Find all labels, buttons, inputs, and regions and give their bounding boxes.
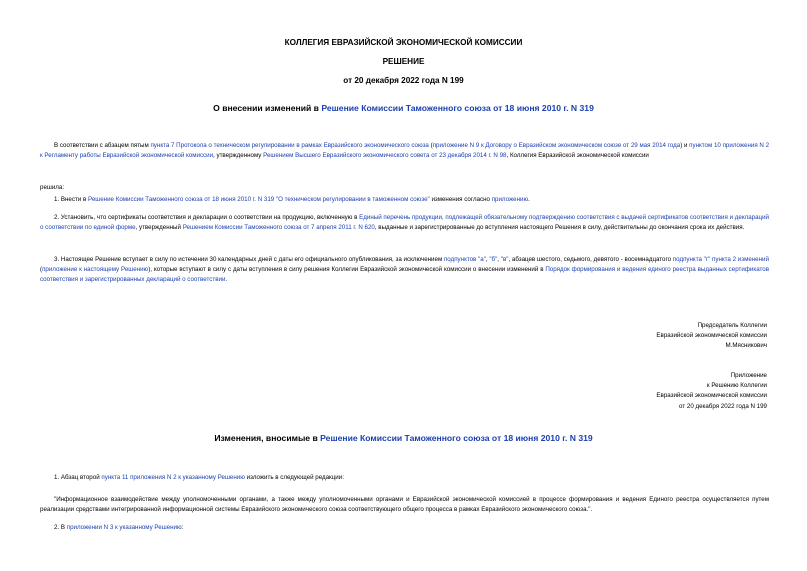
doc-title-prefix: О внесении изменений в — [213, 103, 322, 113]
link-annex3[interactable]: приложении N 3 к указанному Решению — [66, 524, 182, 531]
link-unified-list[interactable]: Единый перечень продукции, подлежащей обязательному подтверждению соответствия с выдачей сертификатов соответствия и деклараций о соответствии по единой форме — [40, 214, 769, 232]
link-subpoint-b[interactable]: "б" — [489, 256, 498, 263]
item3-text-3: , — [497, 256, 501, 263]
resolved-label: решила: — [40, 184, 65, 191]
item3-text-4: , абзацев шестого, седьмого, девятого - восемнадцатого — [508, 256, 673, 263]
link-subpoint-a[interactable]: подпунктов "а" — [443, 256, 486, 263]
link-subpoint-g[interactable]: подпункта "г" пункта 2 изменений — [672, 256, 769, 263]
link-treaty-annex9[interactable]: приложение N 9 к Договору о Евразийском экономическом союзе от 29 мая 2014 года — [432, 142, 681, 149]
preamble-text-2: ( — [428, 142, 433, 149]
link-appendix[interactable]: приложению — [491, 196, 529, 203]
link-registry-procedure[interactable]: Порядок формирования и ведения единого реестра выданных сертификатов соответствия и зарегистрированных деклараций о соответствии — [40, 266, 769, 284]
link-appendix-this[interactable]: приложение к настоящему Решению — [42, 266, 149, 274]
item3-text-5: ( — [40, 266, 43, 274]
link-reglament-p10[interactable]: пунктом 10 приложения N 2 к Регламенту работы Евразийской экономической комиссии — [40, 142, 770, 160]
preamble — [40, 141, 769, 161]
signature-block — [467, 321, 767, 352]
changes-title — [0, 433, 807, 444]
org-name: КОЛЛЕГИЯ ЕВРАЗИЙСКОЙ ЭКОНОМИЧЕСКОЙ КОМИССИИ — [284, 38, 523, 47]
item-3 — [40, 255, 769, 286]
link-decision-620[interactable]: Решением Комиссии Таможенного союза от 7 апреля 2011 г. N 620 — [182, 224, 375, 232]
item3-text-1: 3. Настоящее Решение вступает в силу по истечении 30 календарных дней с даты его официального опубликования, за исключением — [54, 256, 444, 263]
item-1 — [40, 195, 769, 205]
doc-date: от 20 декабря 2022 года N 199 — [343, 76, 464, 85]
change1-text-2: изложить в следующей редакции: — [244, 474, 344, 481]
signature-line-1: Председатель Коллегии — [697, 322, 767, 329]
item3-text-6: ), которые вступают в силу с даты вступления в силу решения Коллегии Евразийской экономической комиссии о внесении изменений в — [148, 266, 546, 274]
changes-title-prefix: Изменения, вносимые в — [214, 433, 321, 443]
changes-title-link[interactable]: Решение Комиссии Таможенного союза от 18 июня 2010 г. N 319 — [320, 433, 593, 443]
change2-text-2: : — [181, 524, 184, 531]
item1-text-2: изменения согласно — [429, 196, 492, 203]
preamble-text-4: , утвержденному — [213, 152, 264, 160]
item2-text-1: 2. Установить, что сертификаты соответствия и декларации о соответствии на продукцию, включенную в — [54, 214, 360, 221]
link-subpoint-v[interactable]: "в" — [500, 256, 509, 263]
signature-line-2: Евразийской экономической комиссии — [656, 332, 767, 340]
item2-text-2: , утвержденный — [135, 224, 183, 232]
quote-paragraph: "Информационное взаимодействие между уполномоченными органами, а также между уполномоченными органами и Евразийской экономической комиссией в процессе формирования и ведения Единого реестра осуществляется путем реализации средствами интегрированной информационной системы Евразийского экономического союза соответствующего общего процесса в рамках Евразийского экономического союза.". — [40, 496, 769, 514]
item2-text-3: , выданные и зарегистрированные до вступления настоящего Решения в силу, действительны до окончания срока их действия. — [374, 224, 745, 232]
preamble-text-1: В соответствии с абзацем пятым — [54, 142, 151, 149]
doc-title — [0, 103, 807, 114]
item1-text-1: 1. Внести в — [54, 196, 88, 203]
link-decision-319-full[interactable]: Решение Комиссии Таможенного союза от 18 июня 2010 г. N 319 "О техническом регулировании в таможенном союзе" — [87, 196, 430, 203]
appendix-ref-block — [467, 371, 767, 412]
link-point-11-annex2[interactable]: пункта 11 приложения N 2 к указанному Решению — [101, 474, 245, 481]
item3-text-2: , — [485, 256, 490, 263]
preamble-text-5: , Коллегия Евразийской экономической комиссии — [506, 152, 649, 160]
link-council-decision-98[interactable]: Решением Высшего Евразийского экономического совета от 23 декабря 2014 г. N 98 — [263, 152, 507, 160]
appendix-ref-line-1: Приложение — [730, 372, 767, 379]
change-2 — [40, 523, 769, 533]
appendix-ref-line-2: к Решению Коллегии — [706, 382, 767, 390]
signature-line-3: М.Мясникович — [725, 342, 767, 350]
item-2 — [40, 213, 769, 233]
change-1 — [40, 473, 769, 483]
preamble-text-3: ) и — [680, 142, 690, 149]
item1-text-3: . — [528, 196, 530, 203]
appendix-ref-line-3: Евразийской экономической комиссии — [656, 392, 767, 400]
link-protocol-p7[interactable]: пункта 7 Протокола о техническом регулировании в рамках Евразийского экономического союза — [150, 142, 429, 149]
change1-text-1: 1. Абзац второй — [54, 474, 102, 481]
change2-text-1: 2. В — [54, 524, 67, 531]
item3-text-7: . — [225, 276, 228, 284]
doc-type: РЕШЕНИЕ — [382, 57, 425, 66]
appendix-ref-line-4: от 20 декабря 2022 года N 199 — [679, 402, 767, 410]
doc-title-link[interactable]: Решение Комиссии Таможенного союза от 18 июня 2010 г. N 319 — [321, 103, 594, 113]
